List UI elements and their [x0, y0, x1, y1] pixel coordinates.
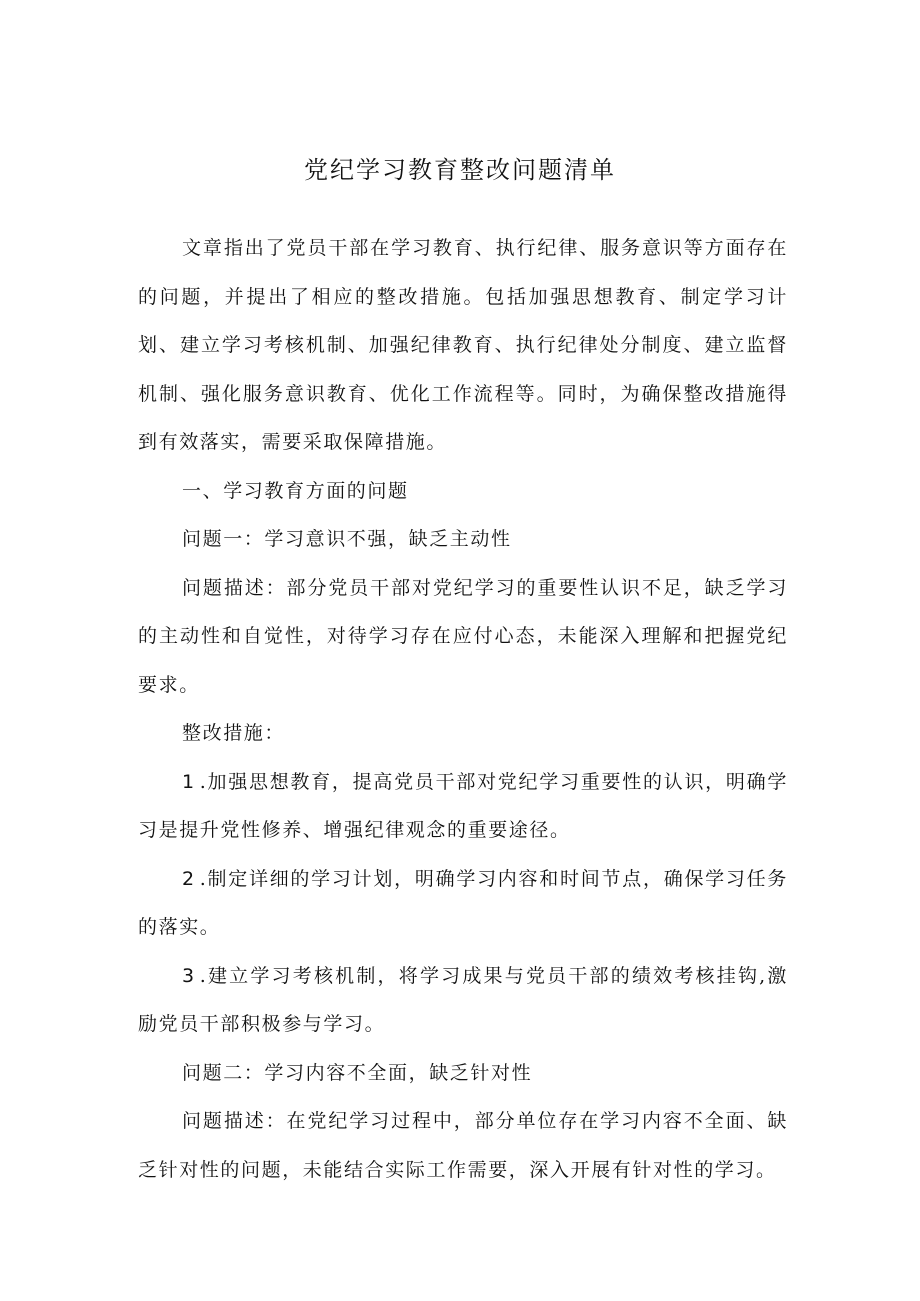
- problem-1-title: 问题一：学习意识不强，缺乏主动性: [182, 528, 512, 550]
- intro-paragraph: 文章指出了党员干部在学习教育、执行纪律、服务意识等方面存在的问题，并提出了相应的整改措施。包括加强思想教育、制定学习计划、建立学习考核机制、加强纪律教育、执行纪律处分制度、建立监督机制、强化服务意识教育、优化工作流程等。同时，为确保整改措施得到有效落实，需要采取保障措施。: [138, 237, 788, 453]
- document-body: [138, 224, 788, 1194]
- measure-number: 2: [182, 867, 196, 890]
- measures-label: 整改措施：: [182, 722, 286, 744]
- problem-2-title: 问题二：学习内容不全面，缺乏针对性: [182, 1061, 533, 1084]
- measure-text: .制定详细的学习计划，明确学习内容和时间节点，确保学习任务的落实。: [138, 867, 788, 938]
- problem-2-description: 问题描述：在党纪学习过程中，部分单位存在学习内容不全面、缺乏针对性的问题，未能结合实际工作需要，深入开展有针对性的学习。: [138, 1110, 788, 1181]
- measure-text: .加强思想教育，提高党员干部对党纪学习重要性的认识，明确学习是提升党性修养、增强纪律观念的重要途径。: [138, 770, 788, 841]
- measure-text: .建立学习考核机制，将学习成果与党员干部的绩效考核挂钩,激励党员干部积极参与学习。: [138, 964, 788, 1035]
- measure-item: [138, 758, 788, 855]
- problem-1-description: 问题描述：部分党员干部对党纪学习的重要性认识不足，缺乏学习的主动性和自觉性，对待学习存在应付心态，未能深入理解和把握党纪要求。: [138, 576, 788, 696]
- measure-item: [138, 952, 788, 1049]
- measure-item: [138, 855, 788, 952]
- section-heading: 一、学习教育方面的问题: [182, 479, 409, 502]
- document-title: 党纪学习教育整改问题清单: [304, 156, 616, 184]
- measure-number: 1: [182, 770, 196, 793]
- measure-number: 3: [182, 964, 196, 987]
